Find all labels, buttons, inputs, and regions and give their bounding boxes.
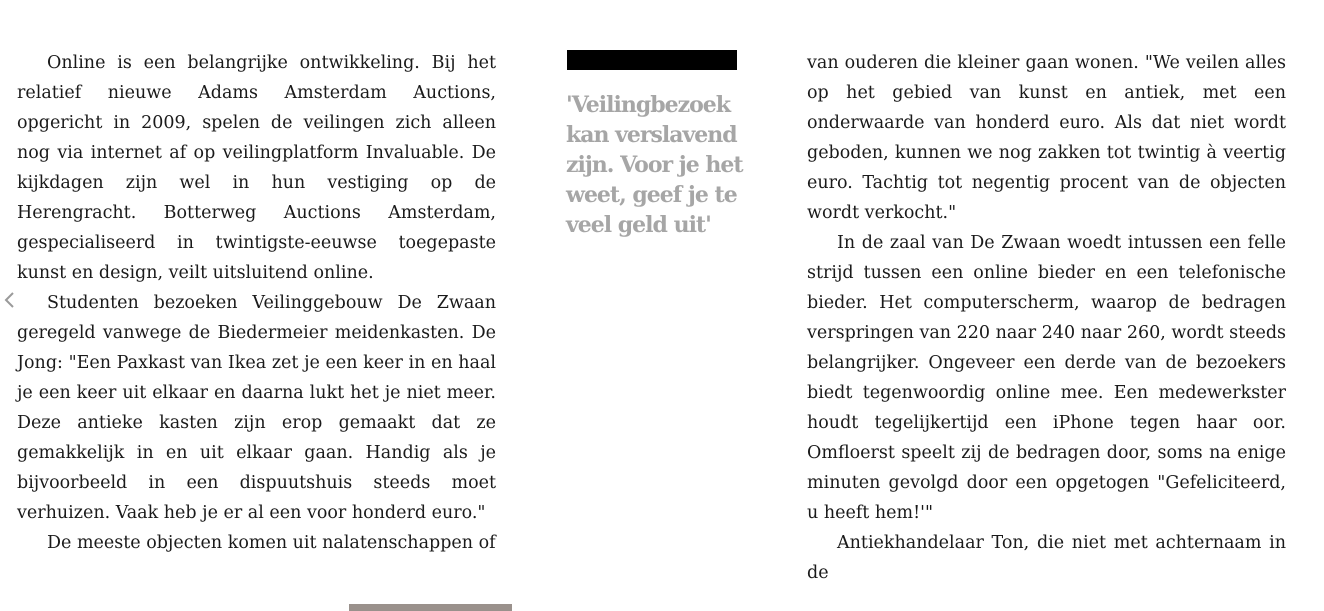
pull-quote-bar <box>567 50 737 70</box>
article-paragraph: In de zaal van De Zwaan woedt intussen een felle strijd tussen een online bieder en een telefonische bieder. Het computerscherm, waarop de bedragen verspringen van 220 naar 240 naar 260, wordt steeds belangrijker. Ongeveer een derde van de bezoekers biedt tegenwoordig online mee. Een medewerkster houdt tegelijkertijd een iPhone tegen haar oor. Omfloerst speelt zij de bedragen door, soms na enige minuten gevolgd door een opgetogen "Gefeliciteerd, u heeft hem!'" <box>807 233 1286 523</box>
article-paragraph: Studenten bezoeken Veilinggebouw De Zwaan geregeld vanwege de Biedermeier meidenkasten. De Jong: "Een Paxkast van Ikea zet je een keer in en haal je een keer uit elkaar en daarna lukt het je niet meer. Deze antieke kasten zijn erop gemaakt dat ze gemakkelijk in en uit elkaar gaan. Handig als je bijvoorbeeld in een dispuutshuis steeds moet verhuizen. Vaak heb je er al een voor honderd euro." <box>17 293 496 523</box>
pull-quote: 'Veilingbezoek kan verslavend zijn. Voor je het weet, geef je te veel geld uit' <box>566 92 743 238</box>
article-column-right <box>807 48 1286 588</box>
bottom-tab-handle[interactable] <box>349 604 512 611</box>
chevron-left-icon <box>2 288 18 312</box>
previous-page-button[interactable] <box>2 288 18 312</box>
article-paragraph: Antiekhandelaar Ton, die niet met achternaam in de <box>807 533 1286 583</box>
article-paragraph: van ouderen die kleiner gaan wonen. "We veilen alles op het gebied van kunst en antiek, met een onderwaarde van honderd euro. Als dat niet wordt geboden, kunnen we nog zakken tot twintig à veertig euro. Tachtig tot negentig procent van de objecten wordt verkocht." <box>807 53 1286 223</box>
article-paragraph: Online is een belangrijke ontwikkeling. Bij het relatief nieuwe Adams Amsterdam Auctions, opgericht in 2009, spelen de veilingen zich alleen nog via internet af op veilingplatform Invaluable. De kijkdagen zijn wel in hun vestiging op de Herengracht. Botterweg Auctions Amsterdam, gespecialiseerd in twintigste-eeuwse toegepaste kunst en design, veilt uitsluitend online. <box>17 53 496 283</box>
article-paragraph: De meeste objecten komen uit nalatenschappen of <box>47 533 496 553</box>
article-column-left <box>17 48 496 558</box>
